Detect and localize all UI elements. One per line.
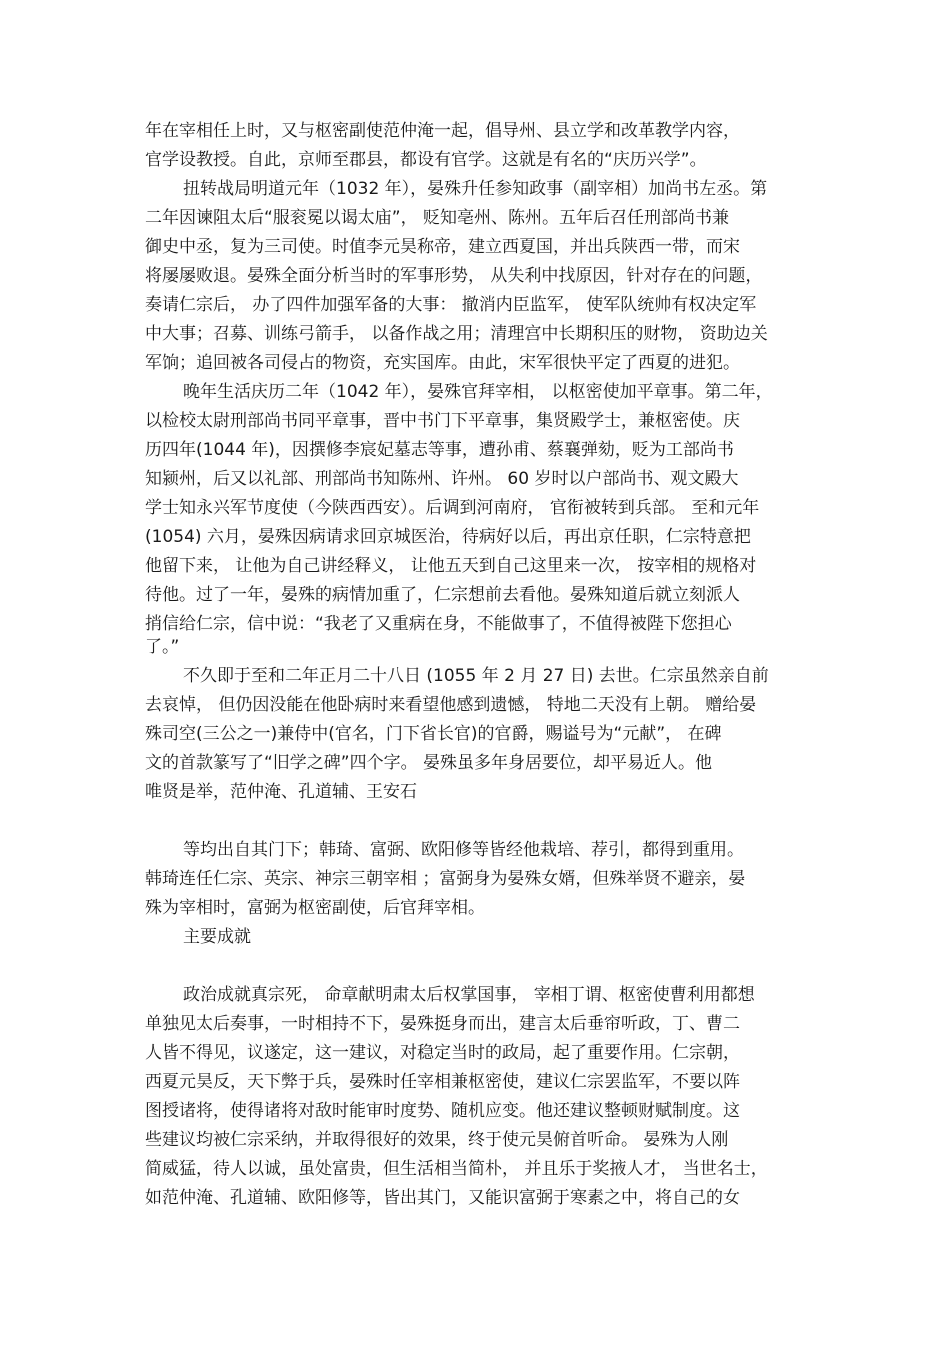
text-line: 殊司空(三公之一)兼侍中(官名，门下省长官)的官爵，赐谥号为“元献”， 在碑 (145, 724, 722, 744)
text-line: 简威猛，待人以诚，虽处富贵，但生活相当简朴， 并且乐于奖掖人才， 当世名士， (145, 1159, 768, 1179)
text-line: (1054) 六月，晏殊因病请求回京城医治，待病好以后，再出京任职，仁宗特意把 (145, 527, 751, 547)
text-line: 学士知永兴军节度使（今陕西西安）。后调到河南府， 官衔被转到兵部。 至和元年 (145, 498, 760, 518)
text-line: 中大事；召募、训练弓箭手， 以备作战之用；清理宫中长期积压的财物， 资助边关 (145, 324, 768, 344)
text-line: 等均出自其门下；韩琦、富弼、欧阳修等皆经他栽培、荐引，都得到重用。 (183, 840, 744, 860)
text-line: 单独见太后奏事，一时相持不下，晏殊挺身而出，建言太后垂帘听政，丁、曹二 (145, 1014, 740, 1034)
text-line: 西夏元昊反，天下弊于兵，晏殊时任宰相兼枢密使，建议仁宗罢监军，不要以阵 (145, 1072, 740, 1092)
text-line: 将屡屡败退。晏殊全面分析当时的军事形势， 从失利中找原因，针对存在的问题， (145, 266, 763, 286)
text-line: 二年因谏阻太后“服衮冕以谒太庙”， 贬知亳州、陈州。五年后召任刑部尚书兼 (145, 208, 730, 228)
text-line: 晚年生活庆历二年（1042 年），晏殊官拜宰相， 以枢密使加平章事。第二年， (183, 382, 773, 402)
text-line: 了。” (145, 637, 180, 657)
text-line: 不久即于至和二年正月二十八日 (1055 年 2 月 27 日) 去世。仁宗虽然亲自前 (183, 666, 769, 686)
text-line: 韩琦连任仁宗、英宗、神宗三朝宰相 ；富弼身为晏殊女婿，但殊举贤不避亲，晏 (145, 869, 746, 889)
text-line: 殊为宰相时，富弼为枢密副使，后官拜宰相。 (145, 898, 485, 918)
text-line: 扭转战局明道元年（1032 年），晏殊升任参知政事（副宰相）加尚书左丞。第 (183, 179, 768, 199)
text-line: 去哀悼， 但仍因没能在他卧病时来看望他感到遗憾， 特地二天没有上朝。 赠给晏 (145, 695, 757, 715)
text-line: 军饷；追回被各司侵占的物资，充实国库。由此，宋军很快平定了西夏的进犯。 (145, 353, 740, 373)
text-line: 年在宰相任上时，又与枢密副使范仲淹一起，倡导州、县立学和改革教学内容， (145, 121, 740, 141)
text-line: 如范仲淹、孔道辅、欧阳修等，皆出其门，又能识富弼于寒素之中，将自己的女 (145, 1188, 740, 1208)
text-line: 捎信给仁宗，信中说：“我老了又重病在身，不能做事了，不值得被陛下您担心 (145, 614, 732, 634)
section-heading: 主要成就 (183, 927, 251, 947)
text-line: 待他。过了一年，晏殊的病情加重了，仁宗想前去看他。晏殊知道后就立刻派人 (145, 585, 740, 605)
text-line: 知颍州，后又以礼部、刑部尚书知陈州、许州。 60 岁时以户部尚书、观文殿大 (145, 469, 739, 489)
text-line: 些建议均被仁宗采纳，并取得很好的效果，终于使元昊俯首听命。 晏殊为人刚 (145, 1130, 729, 1150)
text-line: 奏请仁宗后， 办了四件加强军备的大事： 撤消内臣监军， 使军队统帅有权决定军 (145, 295, 757, 315)
text-line: 官学设教授。自此，京师至郡县，都设有官学。这就是有名的“庆历兴学”。 (145, 150, 707, 170)
text-line: 以检校太尉刑部尚书同平章事，晋中书门下平章事，集贤殿学士，兼枢密使。庆 (145, 411, 740, 431)
text-line: 人皆不得见，议遂定，这一建议，对稳定当时的政局，起了重要作用。仁宗朝， (145, 1043, 740, 1063)
text-line: 图授诸将，使得诸将对敌时能审时度势、随机应变。他还建议整顿财赋制度。这 (145, 1101, 740, 1121)
text-line: 历四年(1044 年)，因撰修李宸妃墓志等事，遭孙甫、蔡襄弹劾，贬为工部尚书 (145, 440, 734, 460)
text-line: 政治成就真宗死， 命章献明肃太后权掌国事， 宰相丁谓、枢密使曹利用都想 (183, 985, 755, 1005)
text-line: 文的首款篆写了“旧学之碑”四个字。 晏殊虽多年身居要位，却平易近人。他 (145, 753, 713, 773)
text-line: 御史中丞，复为三司使。时值李元昊称帝，建立西夏国，并出兵陕西一带，而宋 (145, 237, 740, 257)
text-line: 唯贤是举，范仲淹、孔道辅、王安石 (145, 782, 417, 802)
text-line: 他留下来， 让他为自己讲经释义， 让他五天到自己这里来一次， 按宰相的规格对 (145, 556, 757, 576)
